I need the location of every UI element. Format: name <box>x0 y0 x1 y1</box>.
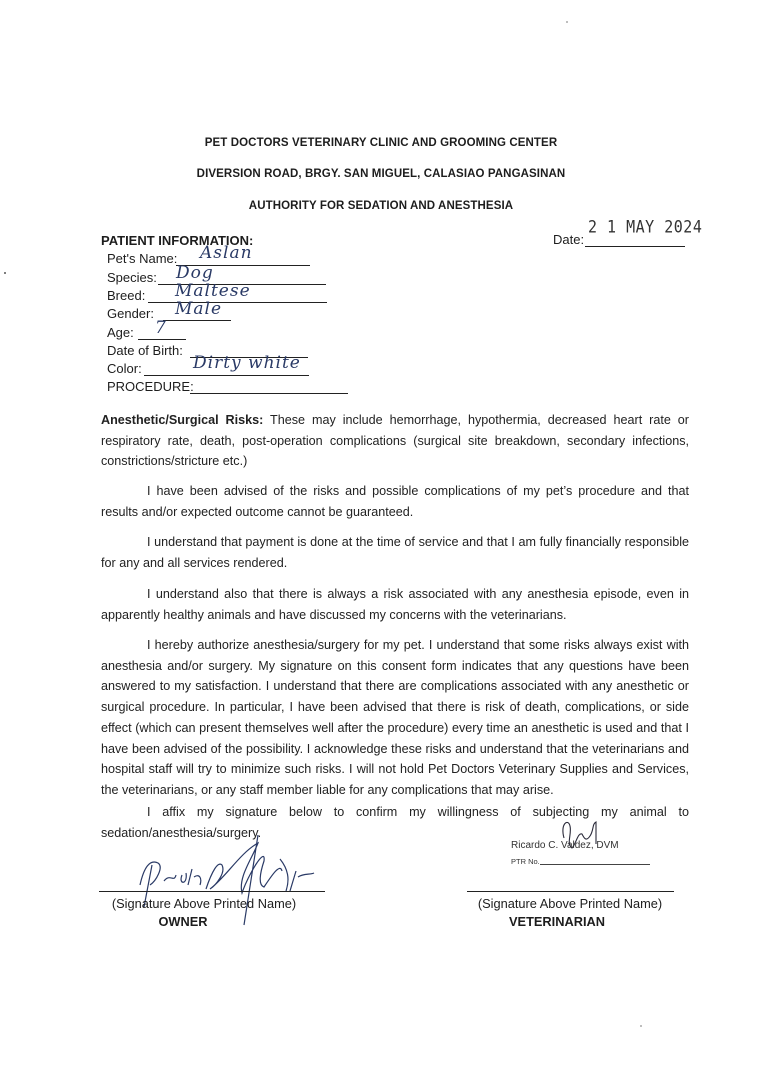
veterinarian-signature-line <box>467 891 674 892</box>
field-label-breed: Breed: <box>107 288 146 303</box>
field-label-color: Color: <box>107 361 142 376</box>
clinic-name: PET DOCTORS VETERINARY CLINIC AND GROOMING CENTER <box>204 137 558 149</box>
date-line <box>585 246 685 247</box>
ptr-line <box>540 864 650 865</box>
field-value-age: 7 <box>155 318 167 338</box>
paragraph-advised: I have been advised of the risks and possible complications of my pet’s procedure and that results and/or expected outcome cannot be guaranteed. <box>101 484 689 519</box>
field-line-procedure <box>190 393 348 394</box>
veterinarian-signature-scribble <box>556 814 606 858</box>
field-value-pet-name: Aslan <box>200 243 253 263</box>
field-value-gender: Male <box>175 299 223 319</box>
date-label: Date: <box>553 232 585 247</box>
field-line-gender <box>163 320 231 321</box>
risks-label: Anesthetic/Surgical Risks: <box>101 413 264 427</box>
veterinarian-stamp-name: Ricardo C. Valdez, DVM <box>511 840 619 851</box>
owner-signature-line <box>99 891 325 892</box>
owner-role-label: OWNER <box>158 914 208 929</box>
patient-info-title: PATIENT INFORMATION: <box>101 233 254 248</box>
field-label-age: Age: <box>107 325 134 340</box>
risks-text: These may include hemorrhage, hypothermia, decreased heart rate or respiratory rate, death, post-operation complications (surgical site breakdown, secondary infections, constrictions/stricture etc.) <box>101 413 689 469</box>
veterinarian-signature-caption: (Signature Above Printed Name) <box>477 896 663 911</box>
veterinarian-role-label: VETERINARIAN <box>509 914 605 929</box>
scan-speck <box>4 272 6 274</box>
paragraph-affix-signature: I affix my signature below to confirm my willingness of subjecting my animal to sedation/anesthesia/surgery. <box>101 805 689 840</box>
field-label-gender: Gender: <box>107 306 154 321</box>
scan-speck <box>640 1025 642 1027</box>
clinic-address: DIVERSION ROAD, BRGY. SAN MIGUEL, CALASIAO PANGASINAN <box>196 168 566 180</box>
field-label-pet-name: Pet's Name: <box>107 251 178 266</box>
field-line-age <box>138 339 186 340</box>
field-label-species: Species: <box>107 270 157 285</box>
field-label-date-of-birth: Date of Birth: <box>107 343 183 358</box>
scan-speck <box>566 21 568 23</box>
field-value-color: Dirty white <box>193 353 301 373</box>
owner-signature-caption: (Signature Above Printed Name) <box>111 896 297 911</box>
paragraph-payment: I understand that payment is done at the time of service and that I am fully financially responsible for any and all services rendered. <box>101 535 689 570</box>
field-value-species: Dog <box>176 263 214 283</box>
risks-paragraph <box>101 410 689 472</box>
field-line-color <box>144 375 309 376</box>
form-title: AUTHORITY FOR SEDATION AND ANESTHESIA <box>248 200 514 212</box>
field-label-procedure: PROCEDURE: <box>107 379 194 394</box>
owner-signature-scribble <box>130 815 340 930</box>
date-stamp: 2 1 MAY 2024 <box>588 216 703 238</box>
ptr-label: PTR No. <box>511 857 540 866</box>
paragraph-risk-anesthesia: I understand also that there is always a risk associated with any anesthesia episode, even in apparently healthy animals and have discussed my concerns with the veterinarians. <box>101 587 689 622</box>
paragraph-authorization: I hereby authorize anesthesia/surgery for my pet. I understand that some risks always exist with anesthesia and/or surgery. My signature on this consent form indicates that any questions have been answered to my satisfaction. I understand that there are complications associated with any anesthetic or surgical procedure. In particular, I have been advised that there is risk of death, complications, or side effect (which can present themselves well after the procedure) every time an anesthetic is used and that I have been advised of the possibility. I acknowledge these risks and understand that the veterinarians and hospital staff will try to minimize such risks. I will not hold Pet Doctors Veterinary Supplies and Services, the veterinarians, or any staff member liable for any complications that may arise. <box>101 638 689 797</box>
field-value-breed: Maltese <box>175 281 251 301</box>
